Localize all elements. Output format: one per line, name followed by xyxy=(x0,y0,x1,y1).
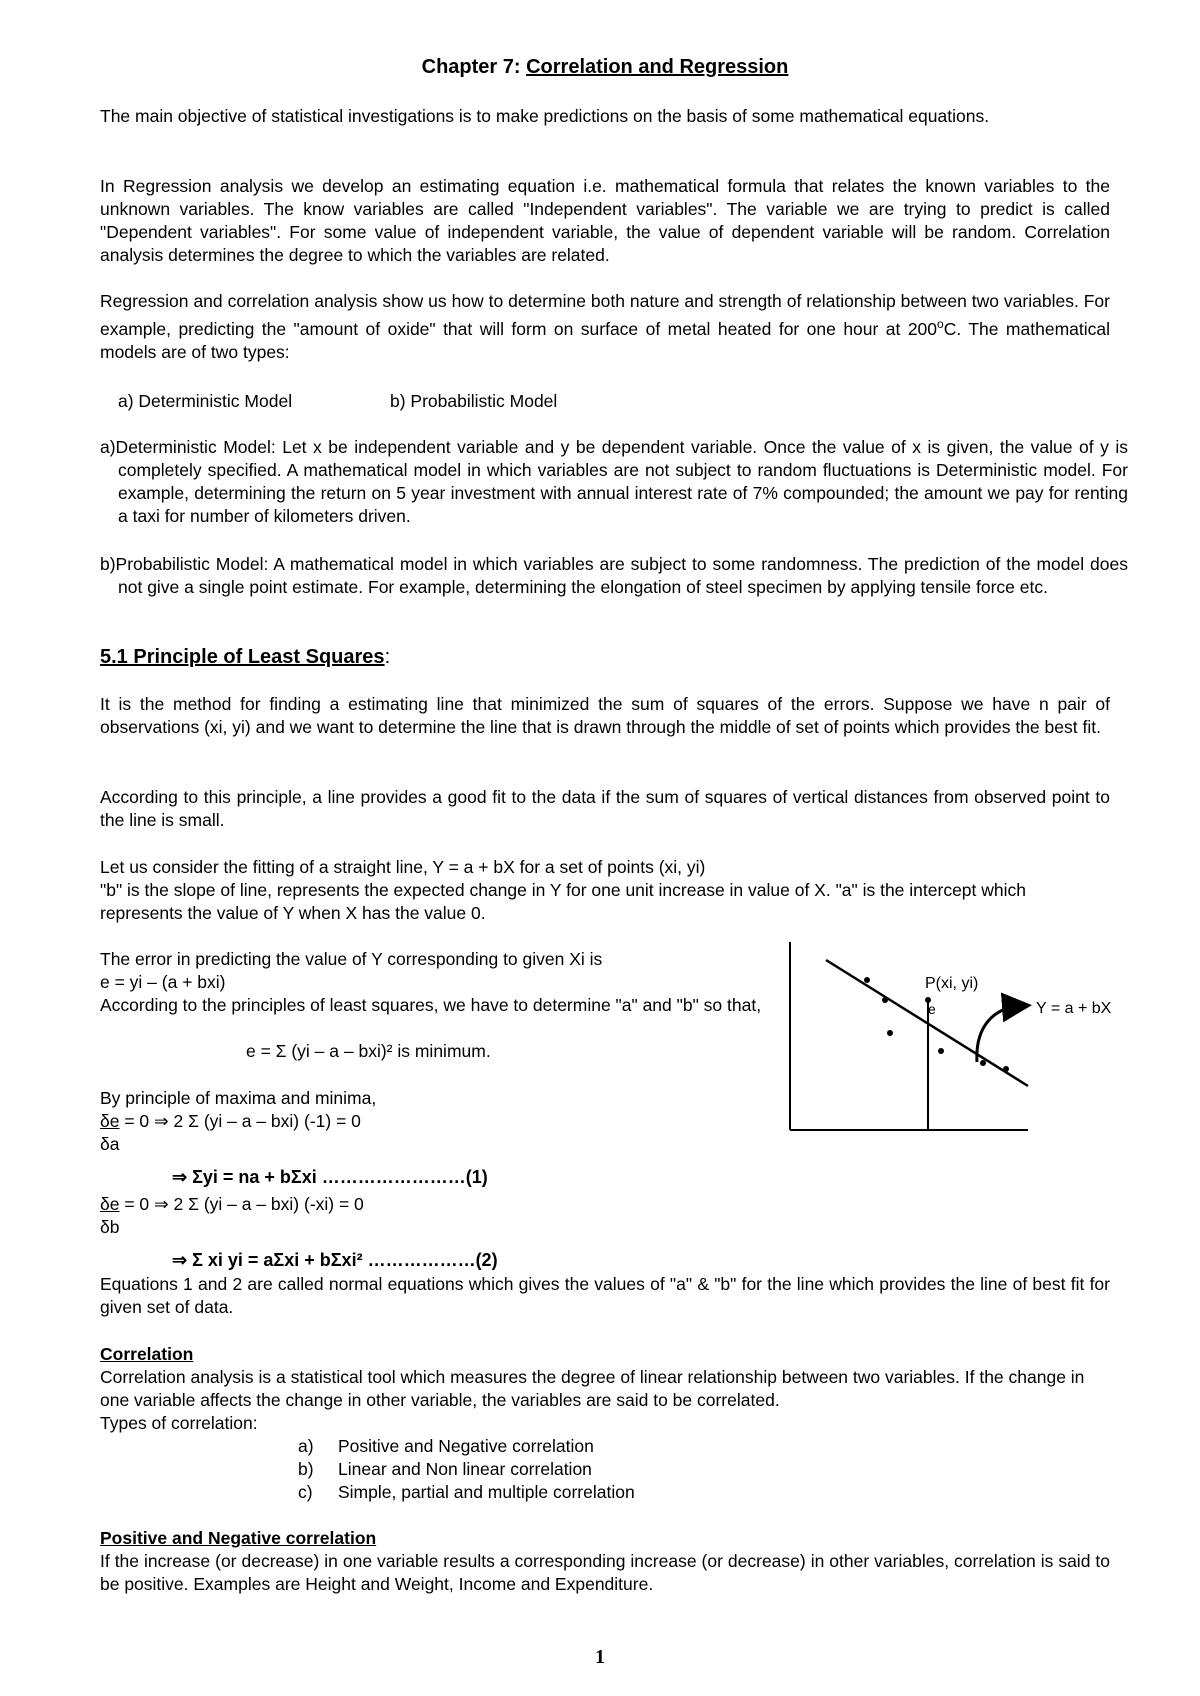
data-point xyxy=(980,1060,986,1066)
chapter-title-prefix: Chapter 7: xyxy=(421,56,527,78)
correlation-definition: Correlation analysis is a statistical tool which measures the degree of linear relationship between two variables. If the change in one variable affects the change in other variable, the variables are said to be correlated. xyxy=(100,1367,1085,1410)
correlation-type-item xyxy=(298,1481,635,1504)
error-formula: e = yi – (a + bxi) xyxy=(100,972,226,992)
correlation-type-item xyxy=(298,1435,594,1458)
section-5-1-title: 5.1 Principle of Least Squares xyxy=(100,646,385,668)
maxima-minima-text: By principle of maxima and minima, xyxy=(100,1088,377,1108)
partial-derivative-a-denominator: δa xyxy=(100,1134,120,1154)
correlation-type-item xyxy=(298,1458,592,1481)
section-5-1-colon: : xyxy=(384,646,391,668)
least-squares-figure xyxy=(780,930,1160,1150)
section-5-1-heading xyxy=(100,646,390,669)
error-e-label: e xyxy=(928,1001,936,1017)
probabilistic-model-paragraph: b)Probabilistic Model: A mathematical model in which variables are subject to some randomness. The prediction of the model does not give a single point estimate. For example, determining the elongation of steel specimen by applying tensile force etc. xyxy=(100,554,1128,597)
least-squares-principle: According to this principle, a line provides a good fit to the data if the sum of squares of vertical distances from observed point to the line is small. xyxy=(100,787,1110,830)
data-point xyxy=(887,1030,893,1036)
partial-derivative-b-equation: = 0 ⇒ 2 Σ (yi – a – bxi) (-xi) = 0 xyxy=(119,1194,364,1214)
slope-intercept-text: "b" is the slope of line, represents the expected change in Y for one unit increase in value of X. "a" is the intercept which represents the value of Y when X has the value 0. xyxy=(100,880,1027,923)
data-point xyxy=(1003,1066,1009,1072)
data-point xyxy=(938,1048,944,1054)
chapter-title xyxy=(100,56,1110,79)
intro-paragraph: The main objective of statistical investigations is to make predictions on the basis of some mathematical equations. xyxy=(100,106,990,126)
data-point xyxy=(882,997,888,1003)
chapter-title-main: Correlation and Regression xyxy=(526,56,789,78)
error-text-1: The error in predicting the value of Y corresponding to given Xi is xyxy=(100,949,603,969)
models-intro-text: Regression and correlation analysis show us how to determine both nature and strength of relationship between two variables. For example, predicting the "amount of oxide" that will form on surface of metal heated for one hour at 200 xyxy=(100,291,1110,339)
regression-paragraph: In Regression analysis we develop an estimating equation i.e. mathematical formula that relates the known variables to the unknown variables. The know variables are called "Independent variables". The variable we are trying to predict is called "Dependent variables". For some value of independent variable, the value of dependent variable will be random. Correlation analysis determines the degree to which the variables are related. xyxy=(100,176,1110,265)
partial-derivative-a xyxy=(100,1110,361,1133)
correlation-type-text: Positive and Negative correlation xyxy=(338,1436,594,1456)
partial-derivative-b xyxy=(100,1193,364,1216)
least-squares-definition: It is the method for finding a estimating line that minimized the sum of squares of the errors. Suppose we have n pair of observations (xi, yi) and we want to determine the line that is drawn through the middle of set of points which provides the best fit. xyxy=(100,694,1110,737)
partial-derivative-b-denominator: δb xyxy=(100,1217,120,1237)
normal-equations-text: Equations 1 and 2 are called normal equations which gives the values of "a" & "b" for the line which provides the line of best fit for given set of data. xyxy=(100,1274,1110,1317)
curved-arrow xyxy=(977,1006,1020,1062)
deterministic-model-paragraph: a)Deterministic Model: Let x be independent variable and y be dependent variable. Once the value of x is given, the value of y is completely specified. A mathematical model in which variables are not subject to random fluctuations is Deterministic model. For example, determining the return on 5 year investment with annual interest rate of 7% compounded; the amount we pay for renting a taxi for number of kilometers driven. xyxy=(100,437,1128,526)
page-number: 1 xyxy=(595,1646,605,1668)
data-point xyxy=(864,977,870,983)
models-intro-text-2: C. The mathematical models are of two types: xyxy=(100,318,1111,362)
partial-derivative-a-numerator: δe xyxy=(100,1111,120,1131)
partial-derivative-a-equation: = 0 ⇒ 2 Σ (yi – a – bxi) (-1) = 0 xyxy=(119,1111,361,1131)
sum-of-squares-formula: e = Σ (yi – a – bxi)² is minimum. xyxy=(246,1041,491,1061)
degree-sign: o xyxy=(937,317,944,331)
regression-line-label: Y = a + bX xyxy=(1036,1000,1112,1017)
straight-line-fit-text: Let us consider the fitting of a straight line, Y = a + bX for a set of points (xi, yi) xyxy=(100,857,706,877)
correlation-heading: Correlation xyxy=(100,1344,194,1364)
model-b-label: b) Probabilistic Model xyxy=(390,391,558,411)
model-a-label: a) Deterministic Model xyxy=(118,391,293,411)
least-squares-determination-text: According to the principles of least squares, we have to determine "a" and "b" so that, xyxy=(100,995,762,1015)
correlation-type-text: Simple, partial and multiple correlation xyxy=(338,1482,635,1502)
list-marker: b) xyxy=(298,1459,314,1479)
models-intro-paragraph xyxy=(100,290,1110,364)
positive-negative-correlation-text: If the increase (or decrease) in one variable results a corresponding increase (or decrease) in other variables, correlation is said to be positive. Examples are Height and Weight, Income and Expenditure. xyxy=(100,1551,1110,1594)
normal-equation-1: ⇒ Σyi = na + bΣxi ……………………(1) xyxy=(172,1167,488,1187)
correlation-type-text: Linear and Non linear correlation xyxy=(338,1459,592,1479)
point-p-label: P(xi, yi) xyxy=(925,975,979,992)
normal-equation-2: ⇒ Σ xi yi = aΣxi + bΣxi² ………………(2) xyxy=(172,1250,498,1270)
positive-negative-correlation-heading: Positive and Negative correlation xyxy=(100,1528,377,1548)
partial-derivative-b-numerator: δe xyxy=(100,1194,120,1214)
list-marker: c) xyxy=(298,1482,313,1502)
types-of-correlation-label: Types of correlation: xyxy=(100,1413,258,1433)
list-marker: a) xyxy=(298,1436,314,1456)
